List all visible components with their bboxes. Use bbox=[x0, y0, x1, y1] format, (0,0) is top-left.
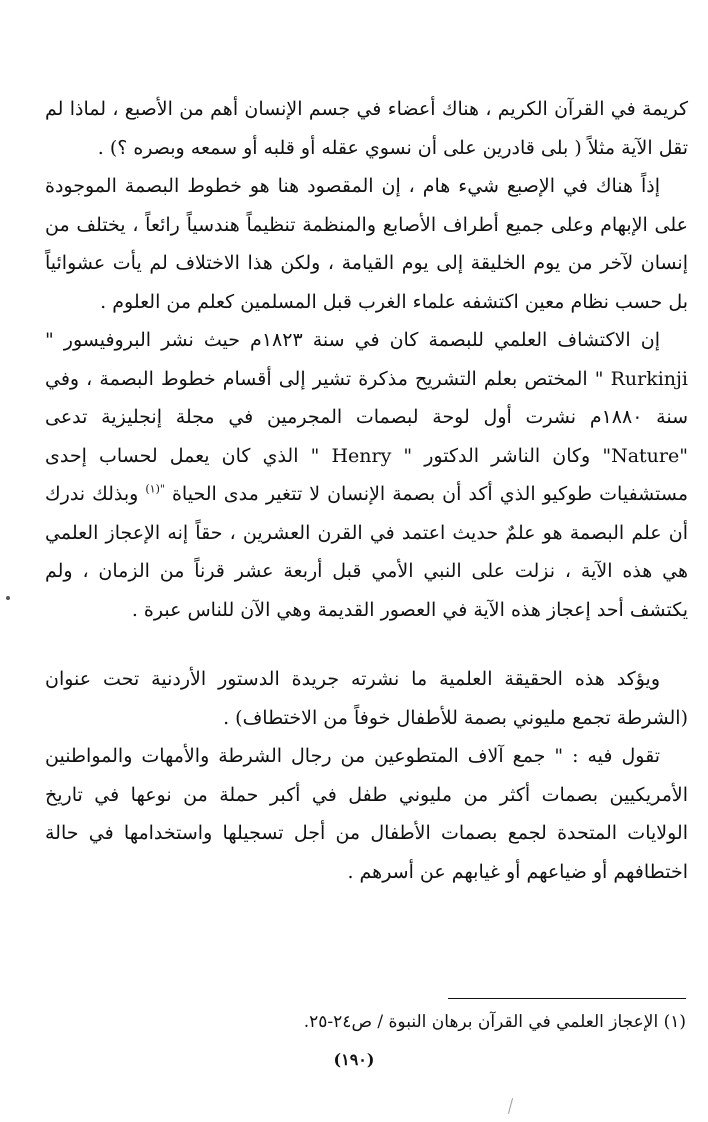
page-number: (١٩٠) bbox=[333, 1050, 375, 1069]
paragraph-3-text: إن الاكتشاف العلمي للبصمة كان في سنة ١٨٢٣م حيث نشر البروفيسور " Rurkinji " المختص بعلم التشريح مذكرة تشير إلى أقسام خطوط البصمة ، وفي سنة ١٨٨٠م نشرت أول لوحة لبصمات المجرمين في مجلة إنجليزية تدعى "Nature" وكان الناشر الدكتور " Henry " الذي كان يعمل لحساب إحدى مستشفيات طوكيو الذي أكد أن بصمة الإنسان لا تتغير مدى الحياة bbox=[45, 329, 688, 505]
margin-dot bbox=[6, 596, 10, 600]
paragraph-3 bbox=[45, 321, 688, 629]
main-text-upper bbox=[45, 90, 688, 629]
paragraph-1: كريمة في القرآن الكريم ، هناك أعضاء في جسم الإنسان أهم من الأصبع ، لماذا لم تقل الآية مثلاً ( بلى قادرين على أن نسوي عقله أو قلبه أو سمعه وبصره ؟) . bbox=[45, 98, 688, 159]
paragraph-4: ويؤكد هذه الحقيقة العلمية ما نشرته جريدة الدستور الأردنية تحت عنوان (الشرطة تجمع مليوني بصمة للأطفال خوفاً من الاختطاف) . bbox=[45, 668, 688, 729]
scan-mark bbox=[508, 1098, 513, 1114]
footnote-reference[interactable]: "(١) bbox=[145, 482, 165, 496]
paragraph-5: تقول فيه : " جمع آلاف المتطوعين من رجال الشرطة والأمهات والمواطنين الأمريكيين بصمات أكثر من مليوني طفل في أكبر حملة من نوعها في تاريخ الولايات المتحدة لجمع بصمات الأطفال من أجل تسجيلها واستخدامها في حالة اختطافهم أو ضياعهم أو غيابهم عن أسرهم . bbox=[45, 745, 688, 883]
footnote-text: (١) الإعجاز العلمي في القرآن برهان النبوة / ص٢٤-٢٥. bbox=[303, 1012, 686, 1032]
paragraph-3-continuation: وبذلك ندرك أن علم البصمة هو علمٌ حديث اعتمد في القرن العشرين ، حقاً إنه الإعجاز العلمي هي هذه الآية ، نزلت على النبي الأمي قبل أربعة عشر قرناً من الزمان ، ولم يكتشف أحد إعجاز هذه الآية في العصور القديمة وهي الآن للناس عبرة . bbox=[45, 483, 688, 621]
footnote-divider bbox=[448, 998, 686, 999]
paragraph-2: إذاً هناك في الإصبع شيء هام ، إن المقصود هنا هو خطوط البصمة الموجودة على الإبهام وعلى جميع أطراف الأصابع والمنظمة تنظيماً هندسياً رائعاً ، يختلف من إنسان لآخر من يوم الخليقة إلى يوم القيامة ، ولكن هذا الاختلاف لم يأت عشوائياً بل حسب نظام معين اكتشفه علماء الغرب قبل المسلمين كعلم من العلوم . bbox=[45, 175, 688, 313]
main-text-lower bbox=[45, 660, 688, 891]
